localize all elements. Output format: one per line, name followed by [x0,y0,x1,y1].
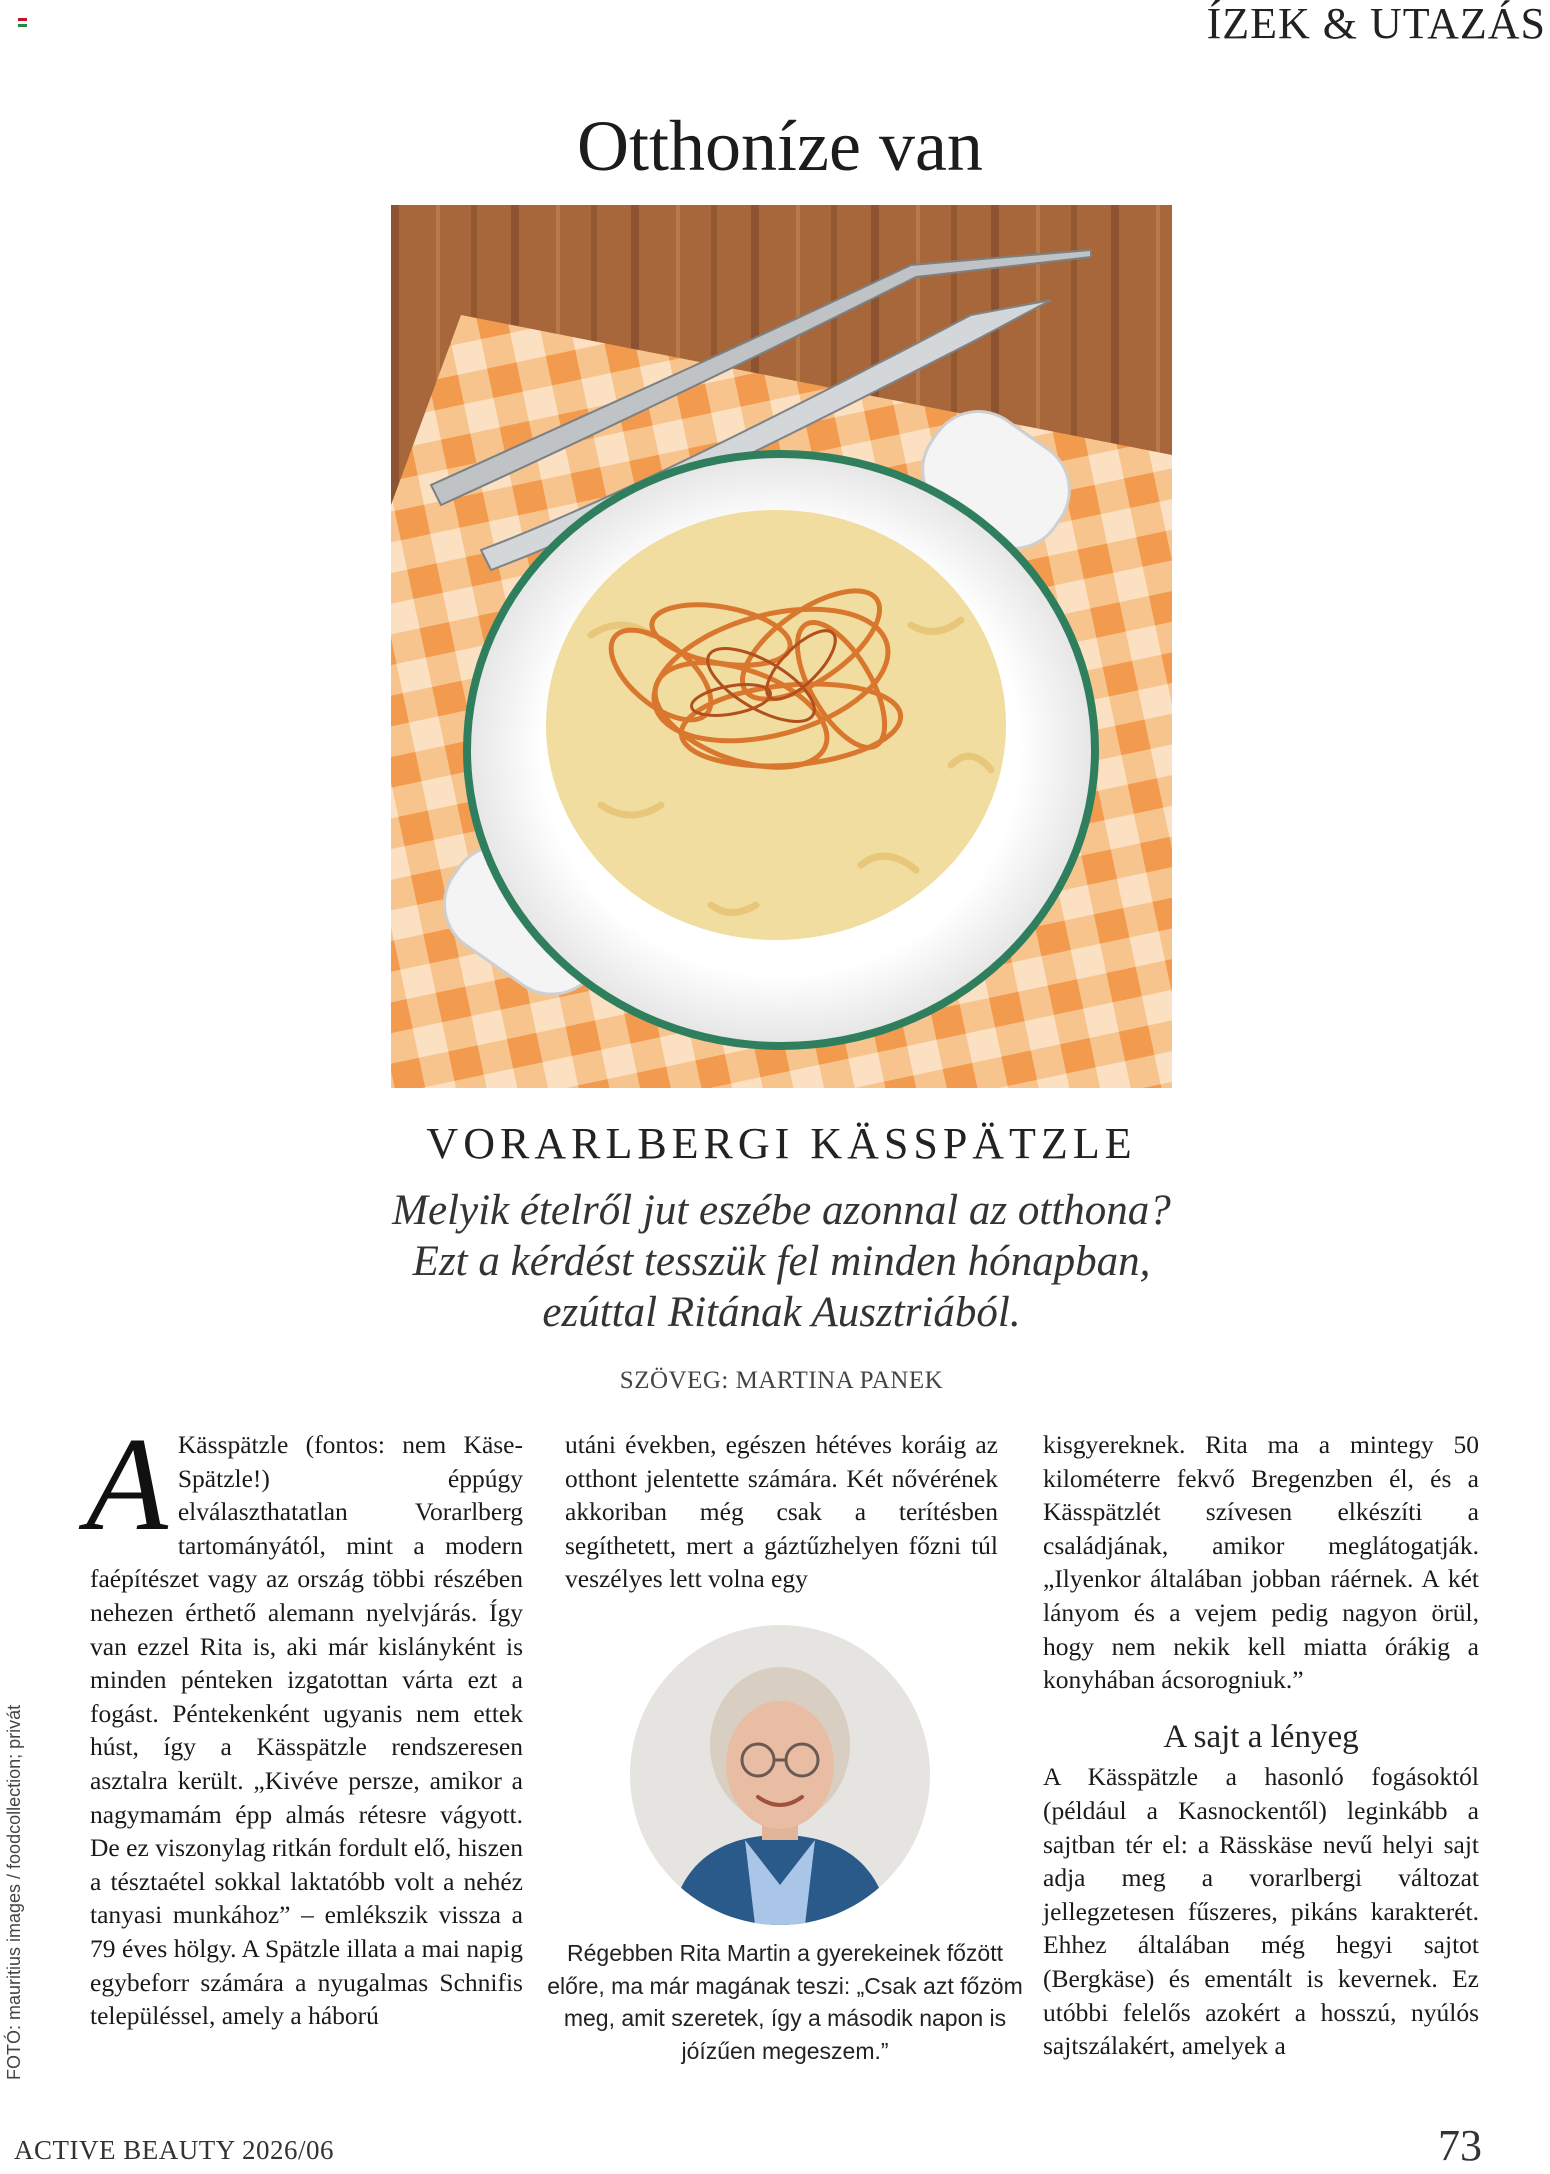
country-flag-icon [18,18,27,27]
article-column-2 [565,1428,998,1596]
dish-name: VORARLBERGI KÄSSPÄTZLE [426,1119,1137,1168]
body-text: kisgyereknek. Rita ma a mintegy 50 kilométerre fekvő Bregenzben él, és a Kässpätzlét szívesen elkészíti a családjának, amikor meglátogatják. „Ilyenkor általában jobban ráérnek. A két lányom és a vejem pedig nagyon örül, hogy nem nekik kell miatta órákig a konyhában ácsorogniuk.” [1043,1430,1479,1695]
subheading: A sajt a lényeg [1163,1718,1359,1755]
body-text: utáni években, egészen hétéves koráig az otthont jelentette számára. Két nővérének akkoriban még csak a terítésben segíthetett, mert a gáztűzhelyen főzni túl veszélyes lett volna egy [565,1430,998,1594]
lead-line: ezúttal Ritának Ausztriából. [542,1289,1021,1336]
byline: SZÖVEG: MARTINA PANEK [619,1367,944,1394]
portrait-photo [630,1625,930,1925]
drop-cap: A [86,1410,168,1558]
lead-line: Melyik ételről jut eszébe azonnal az otthona? [392,1187,1171,1234]
article-title: Otthoníze van [577,106,983,186]
photo-credit: FOTÓ: mauritius images / foodcollection; privát [4,1704,24,2080]
body-text: A Kässpätzle a hasonló fogásoktól (például a Kasnockentől) leginkább a sajtban tér el: a Rässkäse nevű helyi sajt adja meg a vorarlbergi változat jellegzetesen fűszeres, pikáns karakterét. Ehhez általában még hegyi sajtot (Bergkäse) és ementált is kevernek. Ez utóbbi felelős azokért a hosszú, nyúlós sajtszálakért, amelyek a [1043,1762,1479,2061]
body-text: Kässpätzle (fontos: nem Käse-Spätzle!) éppúgy elválaszthatatlan Vorarlberg tartományától, mint a modern faépítészet vagy az ország többi részében nehezen érthető alemann nyelvjárás. Így van ezzel Rita is, aki már kislányként is minden pénteken izgatottan várta ezt a fogást. Péntekenként ugyanis nem ettek húst, így a Kässpätzle rendszeresen asztalra került. „Kivéve persze, amikor a nagymamám épp almás rétesre vágyott. De ez viszonylag ritkán fordult elő, hiszen a tésztaétel sokkal laktatóbb volt a nehéz tanyasi munkához” – emlékszik vissza a 79 éves hölgy. A Spätzle illata a mai napig egybeforr számára a nyugalmas Schnifis településsel, amely a háború [90,1430,523,2031]
lead-line: Ezt a kérdést tesszük fel minden hónapban, [412,1238,1151,1285]
woman-portrait-illustration [630,1625,930,1925]
lead-paragraph [300,1185,1263,1338]
section-title: ÍZEK & UTAZÁS [1206,0,1546,48]
article-column-3 [1043,1428,1479,2063]
food-photo [391,205,1172,1088]
magazine-issue: ACTIVE BEAUTY 2026/06 [14,2135,334,2165]
kasspatzle-illustration [391,205,1172,1088]
page-number: 73 [1438,2121,1482,2170]
photo-caption: Régebben Rita Martin a gyerekeinek főzött előre, ma már magának teszi: „Csak azt főzöm meg, amit szeretek, így a második napon is jóízűen megeszem.” [547,1940,1023,2064]
article-column-1 [86,1410,523,2033]
